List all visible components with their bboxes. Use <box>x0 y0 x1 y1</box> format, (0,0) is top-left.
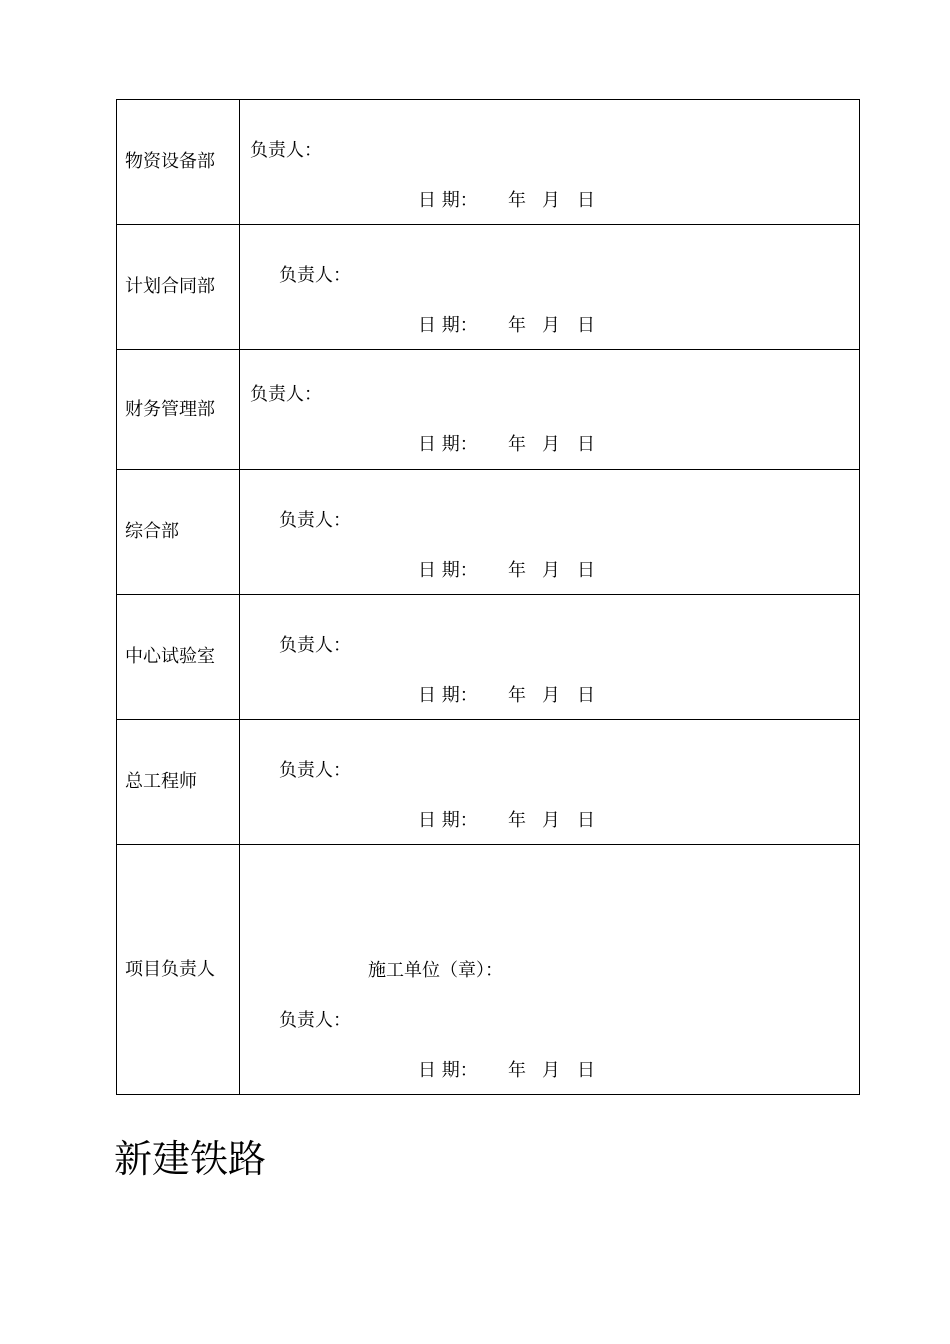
month-label: 月 <box>542 560 560 581</box>
year-label: 年 <box>508 685 526 706</box>
date-label: 日 期： <box>418 685 478 706</box>
month-label: 月 <box>542 810 560 831</box>
dept-cell <box>117 845 240 1095</box>
date-label: 日 期： <box>418 434 478 455</box>
dept-label: 项目负责人 <box>125 958 215 980</box>
table-row <box>117 100 860 225</box>
responsible-person-label: 负责人： <box>250 384 322 405</box>
day-label: 日 <box>577 434 595 455</box>
year-label: 年 <box>508 560 526 581</box>
day-label: 日 <box>577 810 595 831</box>
responsible-person-label: 负责人： <box>279 760 351 781</box>
date-label: 日 期： <box>418 560 478 581</box>
signature-cell <box>240 720 860 845</box>
year-label: 年 <box>508 434 526 455</box>
dept-label: 计划合同部 <box>125 276 215 297</box>
day-label: 日 <box>577 190 595 211</box>
table-row <box>117 845 860 1095</box>
date-label: 日 期： <box>418 1060 478 1081</box>
dept-cell <box>117 350 240 470</box>
month-label: 月 <box>542 1060 560 1081</box>
responsible-person-label: 负责人： <box>279 510 351 531</box>
responsible-person-label: 负责人： <box>279 265 351 286</box>
construction-unit-seal-label: 施工单位（章）： <box>368 960 503 981</box>
day-label: 日 <box>577 315 595 336</box>
dept-label: 综合部 <box>125 521 179 542</box>
signature-cell <box>240 845 860 1095</box>
day-label: 日 <box>577 560 595 581</box>
signature-cell <box>240 350 860 470</box>
dept-label: 财务管理部 <box>125 398 215 420</box>
signature-cell <box>240 595 860 720</box>
dept-cell <box>117 720 240 845</box>
year-label: 年 <box>508 315 526 336</box>
date-label: 日 期： <box>418 810 478 831</box>
footer-title: 新建铁路 <box>114 1137 267 1181</box>
dept-label: 总工程师 <box>125 771 197 792</box>
table-row <box>117 595 860 720</box>
dept-label: 中心试验室 <box>125 646 215 667</box>
responsible-person-label: 负责人： <box>279 1010 351 1031</box>
month-label: 月 <box>542 685 560 706</box>
responsible-person-label: 负责人： <box>250 140 322 161</box>
signature-cell <box>240 100 860 225</box>
table-row <box>117 720 860 845</box>
dept-cell <box>117 595 240 720</box>
date-label: 日 期： <box>418 190 478 211</box>
table-row <box>117 470 860 595</box>
responsible-person-label: 负责人： <box>279 635 351 656</box>
dept-cell <box>117 470 240 595</box>
signature-cell <box>240 225 860 350</box>
table-row <box>117 350 860 470</box>
year-label: 年 <box>508 810 526 831</box>
dept-label: 物资设备部 <box>125 151 215 172</box>
date-label: 日 期： <box>418 315 478 336</box>
month-label: 月 <box>542 434 560 455</box>
signature-cell <box>240 470 860 595</box>
year-label: 年 <box>508 190 526 211</box>
table-row <box>117 225 860 350</box>
month-label: 月 <box>542 190 560 211</box>
dept-cell <box>117 100 240 225</box>
day-label: 日 <box>577 1060 595 1081</box>
approval-sign-off-table <box>116 99 860 1095</box>
dept-cell <box>117 225 240 350</box>
day-label: 日 <box>577 685 595 706</box>
year-label: 年 <box>508 1060 526 1081</box>
month-label: 月 <box>542 315 560 336</box>
